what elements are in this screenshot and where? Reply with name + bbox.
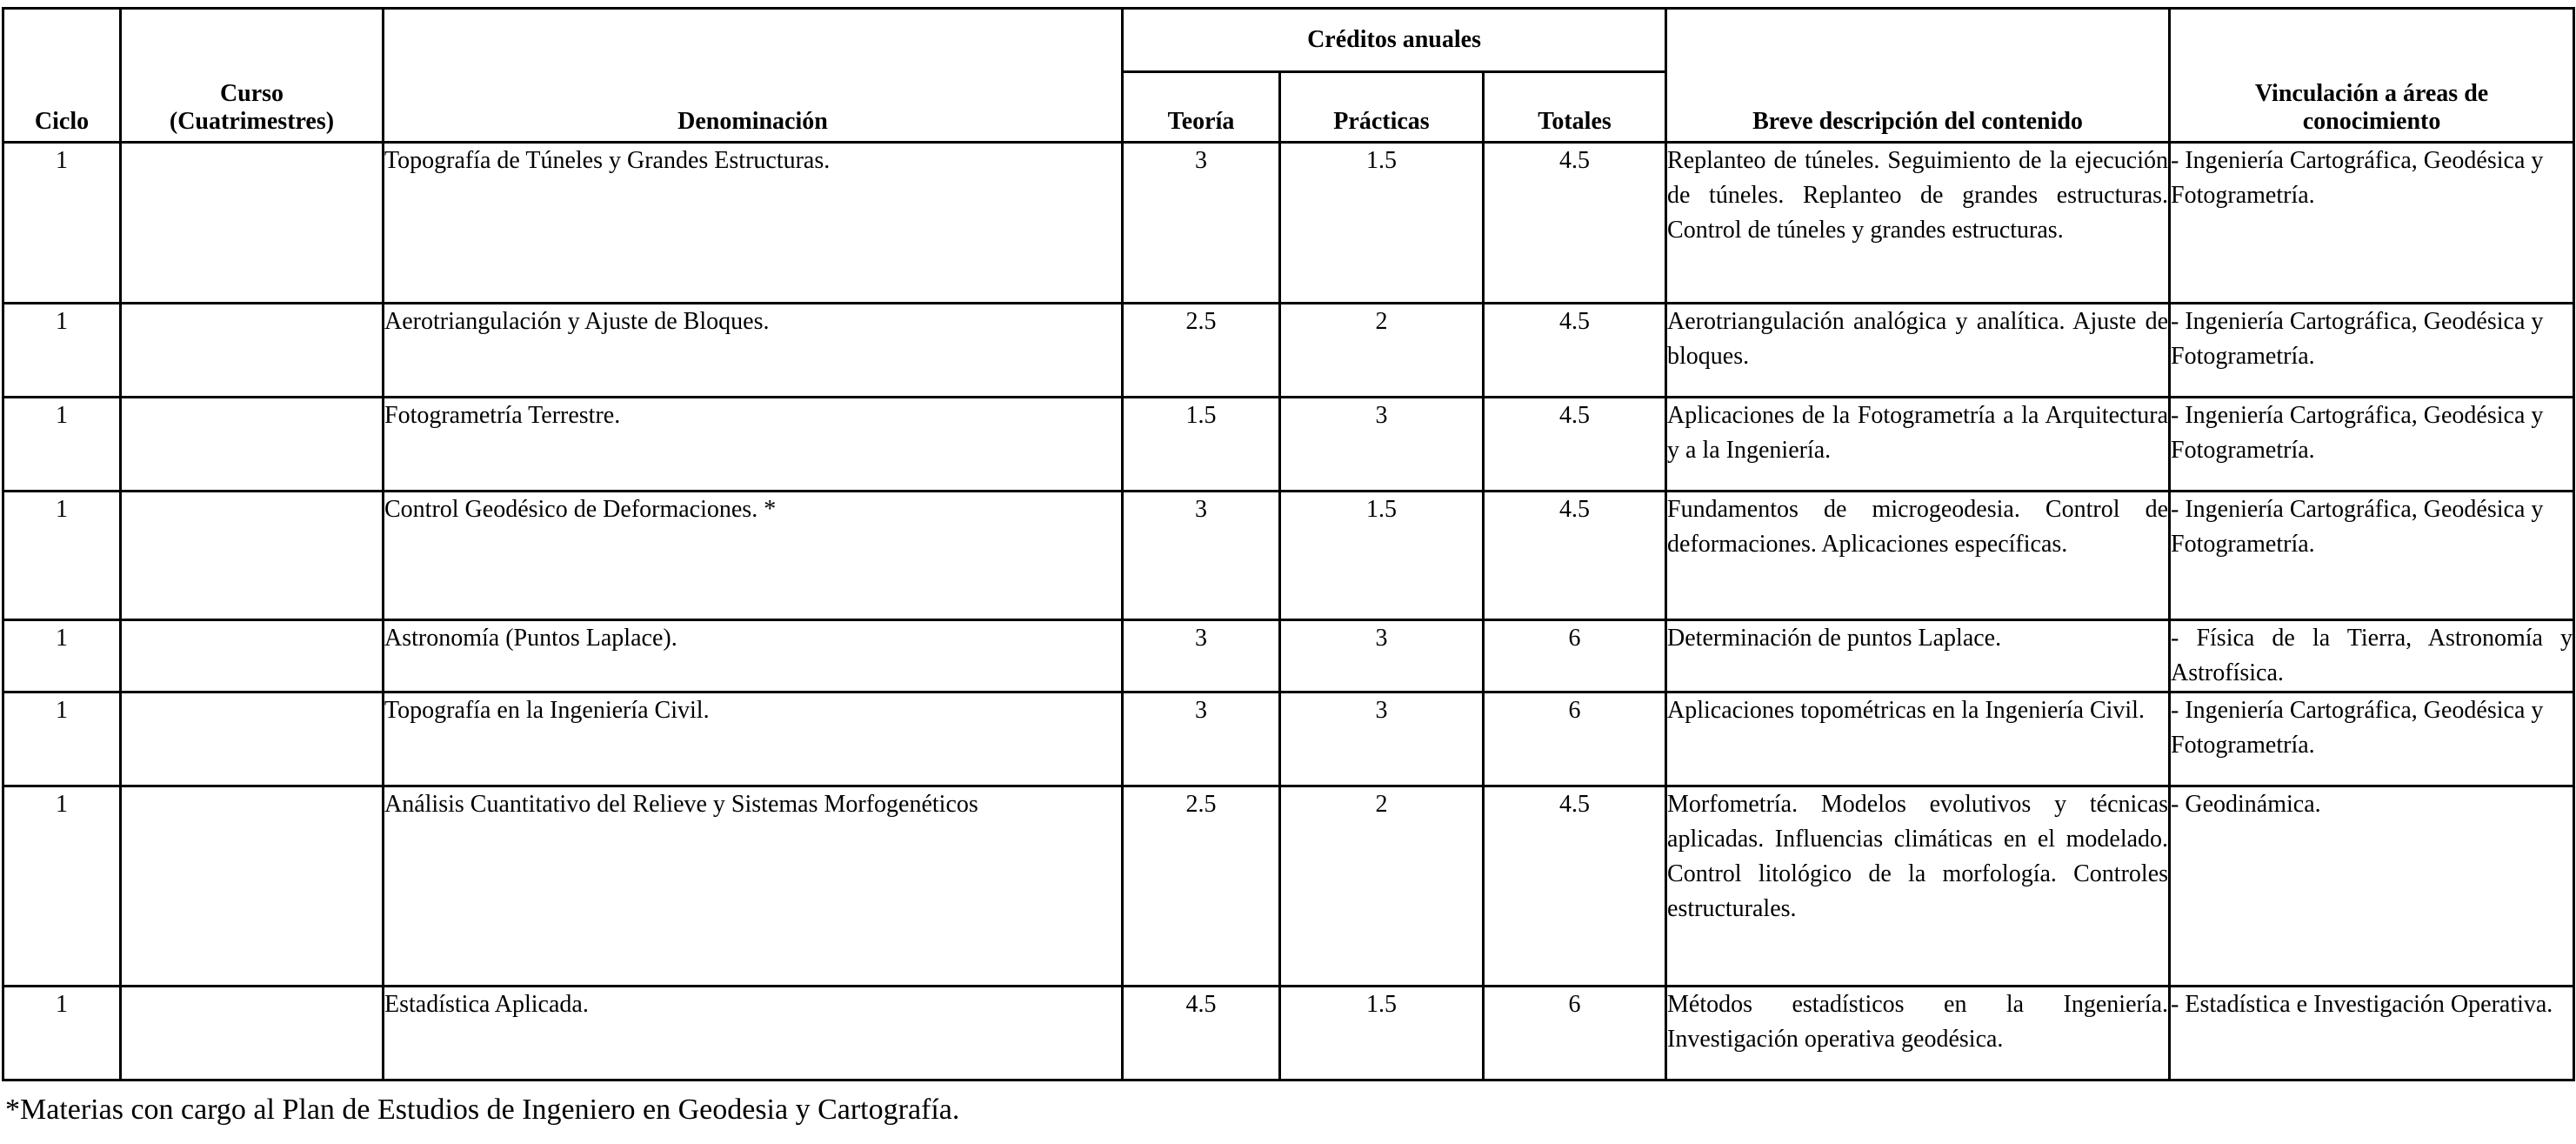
- cell-teoria: 4.5: [1123, 987, 1280, 1080]
- cell-descripcion: Fundamentos de microgeodesia. Control de deformaciones. Aplicaciones específicas.: [1666, 492, 2170, 620]
- cell-curso: [121, 143, 384, 304]
- cell-descripcion: Aplicaciones de la Fotogrametría a la Arquitectura y a la Ingeniería.: [1666, 398, 2170, 492]
- cell-practicas: 3: [1280, 398, 1484, 492]
- cell-descripcion: Replanteo de túneles. Seguimiento de la ejecución de túneles. Replanteo de grandes estructuras. Control de túneles y grandes estructuras.: [1666, 143, 2170, 304]
- cell-descripcion: Morfometría. Modelos evolutivos y técnicas aplicadas. Influencias climáticas en el modelado. Control litológico de la morfología. Controles estructurales.: [1666, 786, 2170, 987]
- cell-practicas: 1.5: [1280, 987, 1484, 1080]
- cell-curso: [121, 304, 384, 398]
- cell-practicas: 3: [1280, 620, 1484, 692]
- header-vinculacion-line1: Vinculación a áreas de: [2254, 80, 2489, 107]
- cell-vinculacion: - Ingeniería Cartográfica, Geodésica y Fotogrametría.: [2170, 492, 2574, 620]
- cell-denominacion: Análisis Cuantitativo del Relieve y Sistemas Morfogenéticos: [384, 786, 1123, 987]
- cell-curso: [121, 398, 384, 492]
- cell-practicas: 3: [1280, 692, 1484, 786]
- cell-vinculacion: - Ingeniería Cartográfica, Geodésica y Fotogrametría.: [2170, 692, 2574, 786]
- cell-descripcion: Métodos estadísticos en la Ingeniería. Investigación operativa geodésica.: [1666, 987, 2170, 1080]
- cell-denominacion: Topografía de Túneles y Grandes Estructuras.: [384, 143, 1123, 304]
- cell-totales: 6: [1484, 987, 1666, 1080]
- study-plan-table: [2, 7, 2575, 1081]
- cell-denominacion: Aerotriangulación y Ajuste de Bloques.: [384, 304, 1123, 398]
- cell-denominacion: Astronomía (Puntos Laplace).: [384, 620, 1123, 692]
- cell-vinculacion: - Estadística e Investigación Operativa.: [2170, 987, 2574, 1080]
- table-row: [3, 143, 2574, 304]
- header-teoria: Teoría: [1123, 72, 1280, 143]
- cell-totales: 4.5: [1484, 304, 1666, 398]
- cell-teoria: 2.5: [1123, 786, 1280, 987]
- cell-descripcion: Aplicaciones topométricas en la Ingeniería Civil.: [1666, 692, 2170, 786]
- cell-curso: [121, 620, 384, 692]
- cell-teoria: 3: [1123, 492, 1280, 620]
- cell-ciclo: 1: [3, 987, 121, 1080]
- header-practicas: Prácticas: [1280, 72, 1484, 143]
- cell-curso: [121, 987, 384, 1080]
- cell-vinculacion: - Ingeniería Cartográfica, Geodésica y Fotogrametría.: [2170, 398, 2574, 492]
- cell-practicas: 2: [1280, 786, 1484, 987]
- cell-curso: [121, 492, 384, 620]
- table-row: [3, 398, 2574, 492]
- table-row: [3, 692, 2574, 786]
- cell-teoria: 1.5: [1123, 398, 1280, 492]
- table-body: [3, 143, 2574, 1080]
- header-curso: [121, 9, 384, 143]
- cell-totales: 6: [1484, 692, 1666, 786]
- cell-totales: 4.5: [1484, 786, 1666, 987]
- cell-vinculacion: - Física de la Tierra, Astronomía y Astrofísica.: [2170, 620, 2574, 692]
- header-ciclo: Ciclo: [3, 9, 121, 143]
- header-vinculacion-line2: conocimiento: [2302, 108, 2441, 135]
- header-denominacion: Denominación: [384, 9, 1123, 143]
- header-curso-line2: (Cuatrimestres): [169, 108, 335, 135]
- cell-ciclo: 1: [3, 492, 121, 620]
- cell-ciclo: 1: [3, 692, 121, 786]
- cell-denominacion: Topografía en la Ingeniería Civil.: [384, 692, 1123, 786]
- cell-totales: 6: [1484, 620, 1666, 692]
- cell-teoria: 3: [1123, 692, 1280, 786]
- header-totales: Totales: [1484, 72, 1666, 143]
- table-row: [3, 620, 2574, 692]
- table-row: [3, 304, 2574, 398]
- cell-denominacion: Fotogrametría Terrestre.: [384, 398, 1123, 492]
- cell-ciclo: 1: [3, 398, 121, 492]
- cell-curso: [121, 692, 384, 786]
- cell-practicas: 1.5: [1280, 143, 1484, 304]
- header-curso-line1: Curso: [219, 80, 284, 107]
- cell-vinculacion: - Geodinámica.: [2170, 786, 2574, 987]
- cell-ciclo: 1: [3, 143, 121, 304]
- cell-denominacion: Control Geodésico de Deformaciones. *: [384, 492, 1123, 620]
- cell-vinculacion: - Ingeniería Cartográfica, Geodésica y Fotogrametría.: [2170, 304, 2574, 398]
- header-descripcion: Breve descripción del contenido: [1666, 9, 2170, 143]
- cell-teoria: 3: [1123, 143, 1280, 304]
- cell-totales: 4.5: [1484, 492, 1666, 620]
- table-row: [3, 786, 2574, 987]
- cell-descripcion: Determinación de puntos Laplace.: [1666, 620, 2170, 692]
- cell-totales: 4.5: [1484, 143, 1666, 304]
- header-creditos-anuales: Créditos anuales: [1123, 9, 1666, 72]
- cell-curso: [121, 786, 384, 987]
- cell-vinculacion: - Ingeniería Cartográfica, Geodésica y Fotogrametría.: [2170, 143, 2574, 304]
- cell-denominacion: Estadística Aplicada.: [384, 987, 1123, 1080]
- cell-descripcion: Aerotriangulación analógica y analítica. Ajuste de bloques.: [1666, 304, 2170, 398]
- header-vinculacion: [2170, 9, 2574, 143]
- cell-ciclo: 1: [3, 786, 121, 987]
- cell-teoria: 2.5: [1123, 304, 1280, 398]
- cell-totales: 4.5: [1484, 398, 1666, 492]
- cell-practicas: 1.5: [1280, 492, 1484, 620]
- table-row: [3, 987, 2574, 1080]
- cell-teoria: 3: [1123, 620, 1280, 692]
- footnote: *Materias con cargo al Plan de Estudios de Ingeniero en Geodesia y Cartografía.: [5, 1094, 960, 1126]
- table-header: [3, 9, 2574, 143]
- table-row: [3, 492, 2574, 620]
- cell-ciclo: 1: [3, 304, 121, 398]
- cell-practicas: 2: [1280, 304, 1484, 398]
- cell-ciclo: 1: [3, 620, 121, 692]
